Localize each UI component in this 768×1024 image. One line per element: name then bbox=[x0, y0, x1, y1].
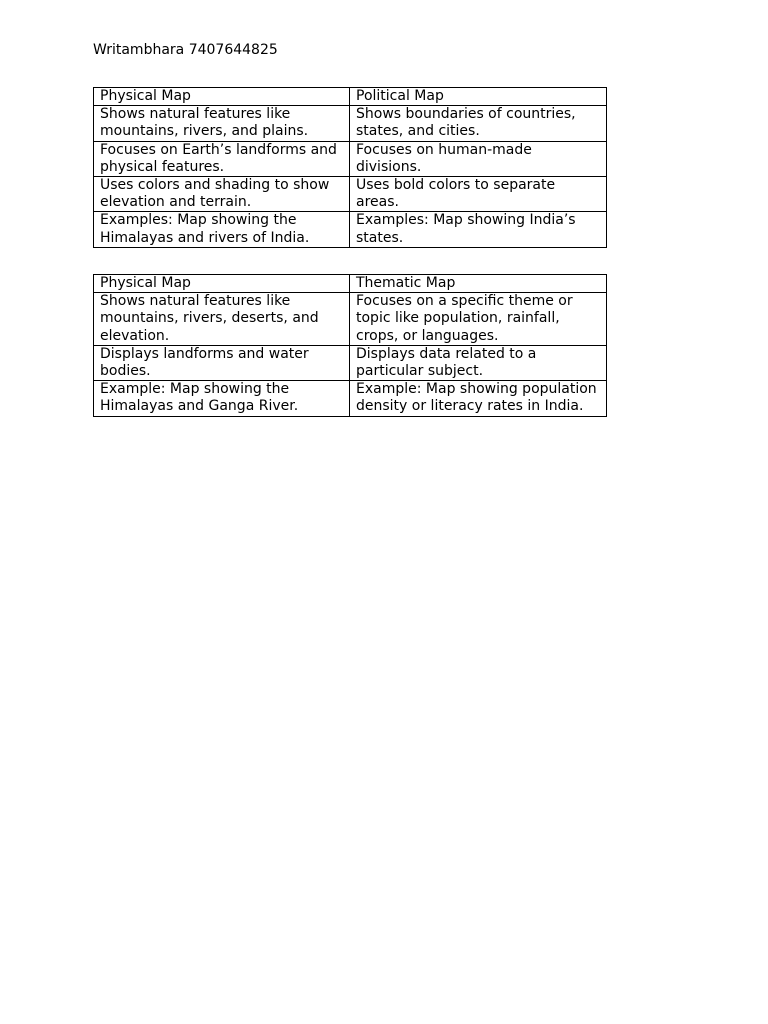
physical-vs-thematic-table bbox=[93, 274, 607, 417]
table-header-row bbox=[94, 275, 607, 293]
table-cell: Uses colors and shading to show elevation and terrain. bbox=[94, 177, 350, 212]
table-header-row bbox=[94, 88, 607, 106]
table-cell: Political Map bbox=[350, 88, 607, 106]
table-cell: Uses bold colors to separate areas. bbox=[350, 177, 607, 212]
table-cell: Example: Map showing the Himalayas and Ganga River. bbox=[94, 381, 350, 416]
table-cell: Displays data related to a particular subject. bbox=[350, 345, 607, 380]
table-cell: Thematic Map bbox=[350, 275, 607, 293]
table-row bbox=[94, 141, 607, 176]
table-cell: Shows natural features like mountains, rivers, and plains. bbox=[94, 106, 350, 141]
table-row bbox=[94, 212, 607, 247]
table-row bbox=[94, 177, 607, 212]
table-row bbox=[94, 106, 607, 141]
table-cell: Physical Map bbox=[94, 88, 350, 106]
table-cell: Examples: Map showing the Himalayas and rivers of India. bbox=[94, 212, 350, 247]
table-cell: Focuses on human-made divisions. bbox=[350, 141, 607, 176]
table-cell: Focuses on Earth’s landforms and physical features. bbox=[94, 141, 350, 176]
table-row bbox=[94, 345, 607, 380]
table-cell: Displays landforms and water bodies. bbox=[94, 345, 350, 380]
table-row bbox=[94, 293, 607, 346]
table-cell: Shows natural features like mountains, rivers, deserts, and elevation. bbox=[94, 293, 350, 346]
table-cell: Shows boundaries of countries, states, and cities. bbox=[350, 106, 607, 141]
table-cell: Focuses on a specific theme or topic like population, rainfall, crops, or languages. bbox=[350, 293, 607, 346]
table-cell: Physical Map bbox=[94, 275, 350, 293]
physical-vs-political-table bbox=[93, 87, 607, 248]
table-cell: Example: Map showing population density or literacy rates in India. bbox=[350, 381, 607, 416]
table-row bbox=[94, 381, 607, 416]
table-cell: Examples: Map showing India’s states. bbox=[350, 212, 607, 247]
document-header: Writambhara 7407644825 bbox=[93, 42, 278, 58]
